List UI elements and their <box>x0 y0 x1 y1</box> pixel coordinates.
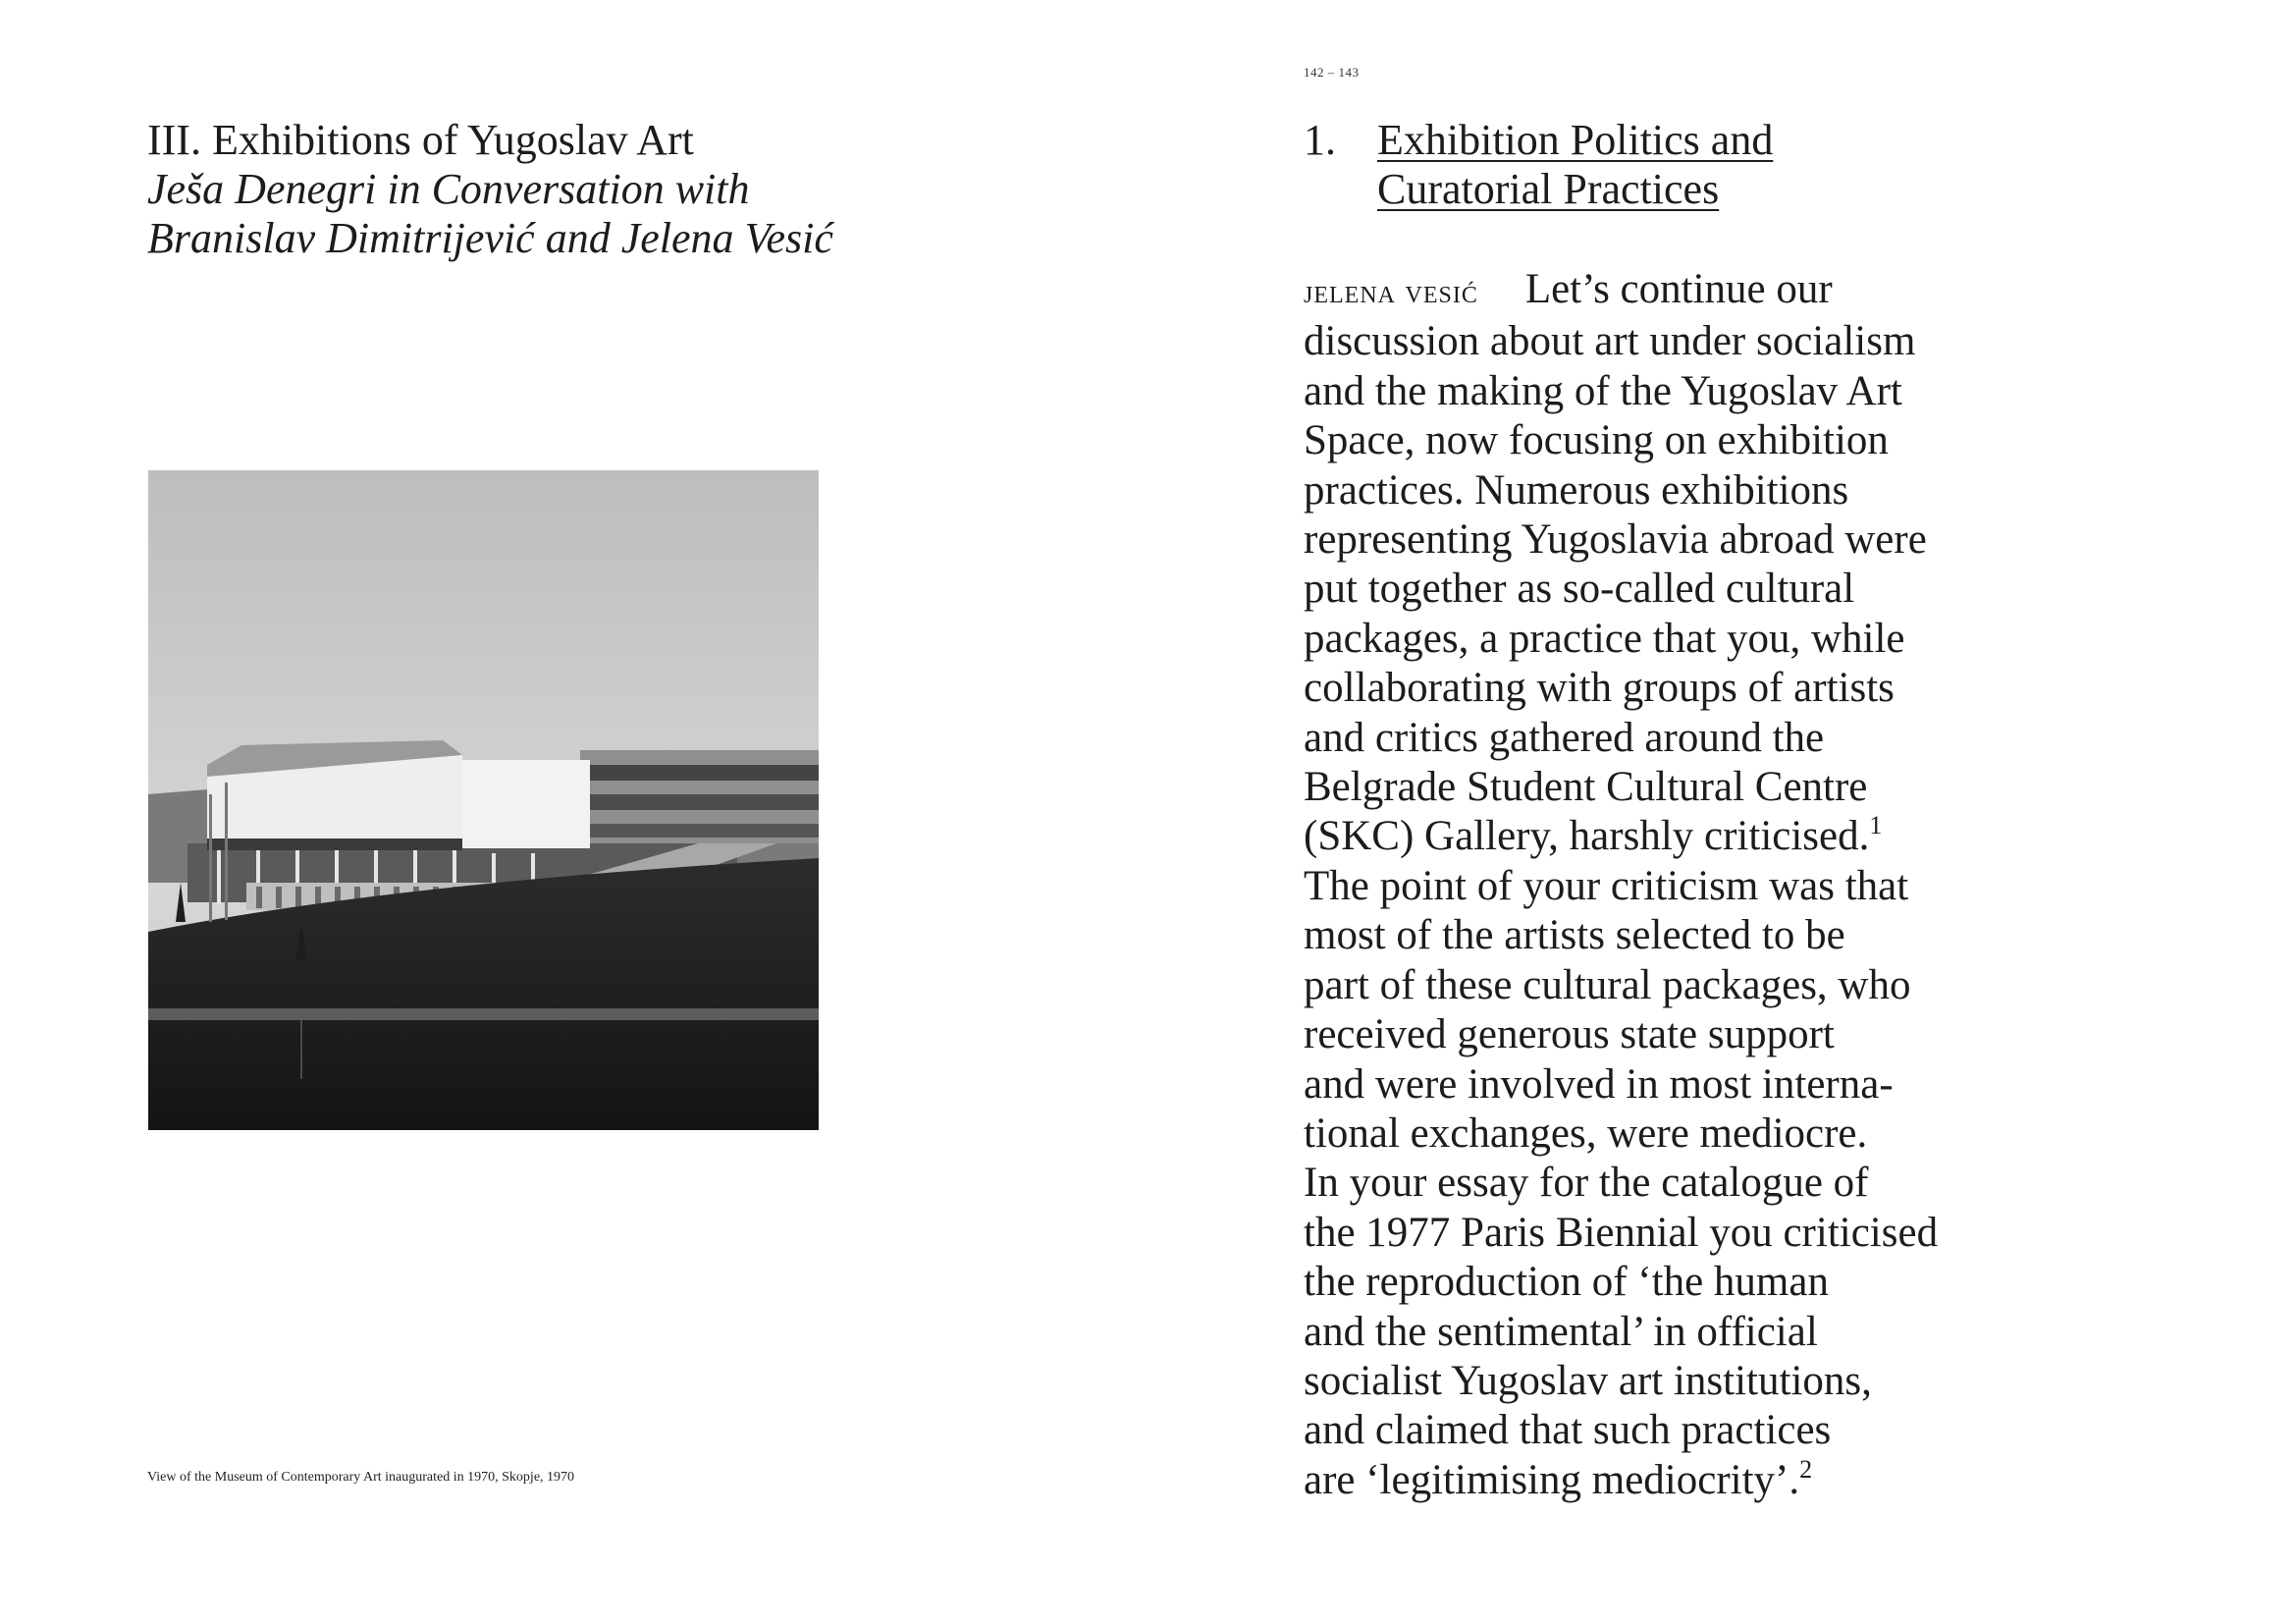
chapter-subtitle-line-2: Branislav Dimitrijević and Jelena Vesić <box>147 214 833 262</box>
body-line-25 <box>1304 1456 2010 1505</box>
section-number: 1. <box>1304 116 1336 164</box>
body-line-11: Belgrade Student Cultural Centre <box>1304 764 1868 811</box>
photo-caption: View of the Museum of Contemporary Art inaugurated in 1970, Skopje, 1970 <box>147 1470 575 1485</box>
body-line-6: representing Yugoslavia abroad were <box>1304 516 1927 564</box>
section-title-line-1: Exhibition Politics and <box>1377 116 1774 164</box>
body-line-3: and the making of the Yugoslav Art <box>1304 367 1902 414</box>
body-line-9: collaborating with groups of artists <box>1304 665 1895 712</box>
footnote-marker-1[interactable]: 1 <box>1869 811 1883 840</box>
body-line-5: practices. Numerous exhibitions <box>1304 466 1849 514</box>
section-title <box>1377 116 2163 214</box>
footnote-marker-2[interactable]: 2 <box>1799 1454 1813 1484</box>
body-line-25-text: are ‘legitimising mediocrity’. <box>1304 1456 1800 1503</box>
body-line-12-text: (SKC) Gallery, harshly criticised. <box>1304 813 1870 860</box>
body-line-10: and critics gathered around the <box>1304 714 1825 761</box>
body-line-8: packages, a practice that you, while <box>1304 615 1905 662</box>
body-line-21: the reproduction of ‘the human <box>1304 1259 1829 1306</box>
speaker-name: jelena vesić <box>1304 274 1478 310</box>
body-line-20: the 1977 Paris Biennial you criticised <box>1304 1209 1939 1256</box>
body-line-1-text: Let’s continue our <box>1524 266 1833 312</box>
body-line-17: and were involved in most interna- <box>1304 1060 1894 1108</box>
right-page <box>1148 0 2296 1623</box>
body-line-14: most of the artists selected to be <box>1304 912 1845 959</box>
chapter-subtitle-line-1: Ješa Denegri in Conversation with <box>147 165 750 213</box>
body-line-12 <box>1304 812 2010 861</box>
body-line-13: The point of your criticism was that <box>1304 862 1909 909</box>
chapter-title: III. Exhibitions of Yugoslav Art <box>147 116 694 164</box>
body-line-16: received generous state support <box>1304 1011 1835 1058</box>
page-folio: 142 – 143 <box>1304 65 1360 80</box>
body-line-4: Space, now focusing on exhibition <box>1304 417 1889 464</box>
body-text <box>1304 265 2010 1505</box>
body-line-15: part of these cultural packages, who <box>1304 961 1911 1008</box>
museum-photo-image <box>148 470 819 1130</box>
body-line-22: and the sentimental’ in official <box>1304 1308 1818 1355</box>
body-line-1 <box>1304 265 2010 317</box>
museum-photo <box>148 470 819 1130</box>
body-line-7: put together as so-called cultural <box>1304 566 1855 613</box>
body-line-24: and claimed that such practices <box>1304 1407 1832 1454</box>
body-line-2: discussion about art under socialism <box>1304 318 1916 365</box>
chapter-heading <box>147 116 1031 263</box>
body-line-18: tional exchanges, were mediocre. <box>1304 1109 1868 1157</box>
body-line-19: In your essay for the catalogue of <box>1304 1160 1869 1207</box>
section-title-line-2: Curatorial Practices <box>1377 165 1720 213</box>
body-line-23: socialist Yugoslav art institutions, <box>1304 1357 1872 1404</box>
